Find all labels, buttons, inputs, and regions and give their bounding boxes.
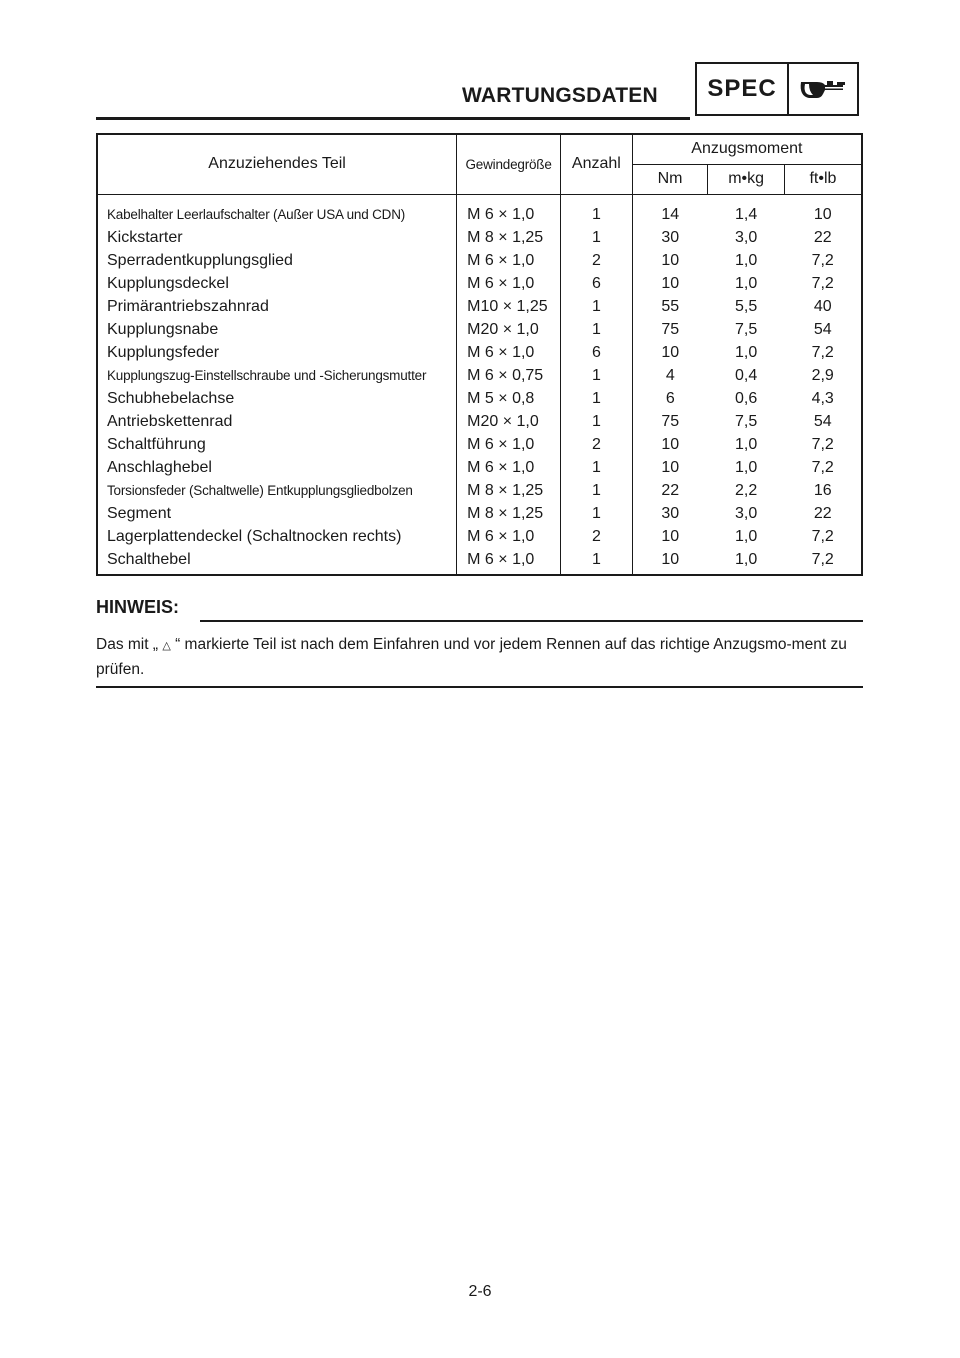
- cell-thread: M 8 × 1,25: [457, 502, 561, 525]
- table-row: [97, 226, 862, 249]
- cell-count: 1: [561, 456, 633, 479]
- note-title: HINWEIS:: [96, 597, 179, 617]
- cell-part: Torsionsfeder (Schaltwelle) Entkupplungsgliedbolzen: [97, 479, 457, 502]
- cell-nm: 55: [661, 297, 680, 315]
- cell-count: 1: [561, 387, 633, 410]
- header-nm: Nm: [632, 164, 708, 194]
- cell-count: 1: [561, 548, 633, 575]
- cell-thread: M20 × 1,0: [457, 410, 561, 433]
- cell-part: Kupplungszug-Einstellschraube und -Sicherungsmutter: [97, 364, 457, 387]
- cell-ftlb: 22: [813, 228, 832, 246]
- table-row: [97, 295, 862, 318]
- cell-part: Kupplungsfeder: [97, 341, 457, 364]
- header-torque: Anzugsmoment: [632, 134, 862, 164]
- cell-count: 1: [561, 502, 633, 525]
- cell-count: 1: [561, 410, 633, 433]
- cell-thread: M 8 × 1,25: [457, 479, 561, 502]
- table-row: [97, 456, 862, 479]
- cell-part: Schaltführung: [97, 433, 457, 456]
- cell-nm: 10: [661, 251, 680, 269]
- note-text: [96, 633, 862, 682]
- cell-mkg: 1,0: [734, 343, 758, 361]
- cell-nm: 10: [661, 458, 680, 476]
- table-row: [97, 194, 862, 226]
- cell-nm: 10: [661, 527, 680, 545]
- spec-badge: [695, 62, 859, 116]
- table-row: [97, 364, 862, 387]
- cell-count: 1: [561, 479, 633, 502]
- cell-ftlb: 7,2: [811, 274, 834, 292]
- cell-mkg: 3,0: [734, 504, 758, 522]
- header-mkg: m•kg: [708, 164, 785, 194]
- cell-mkg: 3,0: [734, 228, 758, 246]
- cell-ftlb: 54: [813, 320, 832, 338]
- cell-count: 1: [561, 226, 633, 249]
- cell-nm: 6: [665, 389, 675, 407]
- cell-thread: M10 × 1,25: [457, 295, 561, 318]
- cell-ftlb: 7,2: [811, 435, 834, 453]
- cell-thread: M 6 × 1,0: [457, 272, 561, 295]
- cell-part: Lagerplattendeckel (Schaltnocken rechts): [97, 525, 457, 548]
- header-rule: [96, 117, 690, 120]
- cell-ftlb: 7,2: [811, 458, 834, 476]
- cell-part: Sperradentkupplungsglied: [97, 249, 457, 272]
- cell-mkg: 1,0: [734, 251, 758, 269]
- table-row: [97, 272, 862, 295]
- cell-ftlb: 7,2: [811, 343, 834, 361]
- cell-ftlb: 22: [813, 504, 832, 522]
- cell-mkg: 1,0: [734, 527, 758, 545]
- note-text-after: “ markierte Teil ist nach dem Einfahren und vor jedem Rennen auf das richtige Anzugsmo-ment zu prüfen.: [96, 636, 847, 678]
- header-thread: Gewindegröße: [457, 134, 561, 194]
- cell-part: Schubhebelachse: [97, 387, 457, 410]
- cell-part: Kupplungsnabe: [97, 318, 457, 341]
- cell-nm: 10: [661, 343, 680, 361]
- cell-part: Kabelhalter Leerlaufschalter (Außer USA und CDN): [97, 194, 457, 226]
- header-part: Anzuziehendes Teil: [97, 134, 457, 194]
- cell-nm: 30: [661, 228, 680, 246]
- cell-ftlb: 10: [813, 205, 832, 223]
- cell-count: 6: [561, 272, 633, 295]
- cell-mkg: 0,4: [734, 366, 758, 384]
- cell-thread: M 6 × 0,75: [457, 364, 561, 387]
- wrench-icon: [789, 64, 857, 114]
- page-title: WARTUNGSDATEN: [462, 84, 658, 107]
- table-row: [97, 548, 862, 575]
- cell-ftlb: 16: [813, 481, 832, 499]
- note-rule: [200, 620, 863, 622]
- spec-label: SPEC: [697, 64, 789, 114]
- cell-mkg: 2,2: [734, 481, 758, 499]
- table-row: [97, 525, 862, 548]
- table-row: [97, 387, 862, 410]
- cell-part: Schalthebel: [97, 548, 457, 575]
- cell-thread: M 6 × 1,0: [457, 456, 561, 479]
- cell-thread: M 6 × 1,0: [457, 194, 561, 226]
- table-row: [97, 433, 862, 456]
- cell-count: 1: [561, 295, 633, 318]
- cell-thread: M 6 × 1,0: [457, 433, 561, 456]
- page-number: 2-6: [468, 1283, 492, 1300]
- table-row: [97, 249, 862, 272]
- cell-mkg: 1,0: [734, 274, 758, 292]
- cell-nm: 14: [661, 205, 680, 223]
- cell-thread: M 6 × 1,0: [457, 249, 561, 272]
- cell-mkg: 1,0: [734, 550, 758, 568]
- cell-ftlb: 7,2: [811, 527, 834, 545]
- cell-count: 1: [561, 364, 633, 387]
- cell-part: Primärantriebszahnrad: [97, 295, 457, 318]
- cell-count: 2: [561, 525, 633, 548]
- cell-part: Kupplungsdeckel: [97, 272, 457, 295]
- cell-mkg: 7,5: [734, 412, 758, 430]
- cell-nm: 30: [661, 504, 680, 522]
- cell-mkg: 1,0: [734, 435, 758, 453]
- triangle-icon: △: [162, 640, 171, 652]
- table-row: [97, 341, 862, 364]
- cell-count: 1: [561, 194, 633, 226]
- cell-ftlb: 54: [813, 412, 832, 430]
- cell-part: Antriebskettenrad: [97, 410, 457, 433]
- torque-table: [96, 133, 863, 576]
- cell-nm: 10: [661, 274, 680, 292]
- cell-nm: 10: [661, 435, 680, 453]
- cell-part: Kickstarter: [97, 226, 457, 249]
- cell-ftlb: 7,2: [811, 251, 834, 269]
- cell-ftlb: 7,2: [811, 550, 834, 568]
- cell-thread: M 6 × 1,0: [457, 548, 561, 575]
- table-row: [97, 410, 862, 433]
- cell-nm: 75: [661, 320, 680, 338]
- cell-count: 6: [561, 341, 633, 364]
- header-ftlb: ft•lb: [784, 164, 862, 194]
- cell-thread: M 5 × 0,8: [457, 387, 561, 410]
- table-row: [97, 502, 862, 525]
- table-row: [97, 479, 862, 502]
- cell-ftlb: 40: [813, 297, 832, 315]
- cell-mkg: 0,6: [734, 389, 758, 407]
- cell-ftlb: 2,9: [811, 366, 834, 384]
- cell-part: Segment: [97, 502, 457, 525]
- cell-ftlb: 4,3: [811, 389, 834, 407]
- cell-mkg: 7,5: [734, 320, 758, 338]
- cell-count: 1: [561, 318, 633, 341]
- cell-count: 2: [561, 249, 633, 272]
- cell-thread: M 6 × 1,0: [457, 341, 561, 364]
- cell-nm: 10: [661, 550, 680, 568]
- cell-mkg: 1,0: [734, 458, 758, 476]
- cell-mkg: 1,4: [734, 205, 758, 223]
- table-row: [97, 318, 862, 341]
- cell-thread: M 6 × 1,0: [457, 525, 561, 548]
- cell-nm: 4: [665, 366, 675, 384]
- note-text-before: Das mit „: [96, 636, 163, 653]
- cell-nm: 75: [661, 412, 680, 430]
- cell-mkg: 5,5: [734, 297, 758, 315]
- cell-nm: 22: [661, 481, 680, 499]
- cell-thread: M20 × 1,0: [457, 318, 561, 341]
- cell-count: 2: [561, 433, 633, 456]
- note-bottom-rule: [96, 686, 863, 688]
- cell-thread: M 8 × 1,25: [457, 226, 561, 249]
- header-count: Anzahl: [561, 134, 633, 194]
- cell-part: Anschlaghebel: [97, 456, 457, 479]
